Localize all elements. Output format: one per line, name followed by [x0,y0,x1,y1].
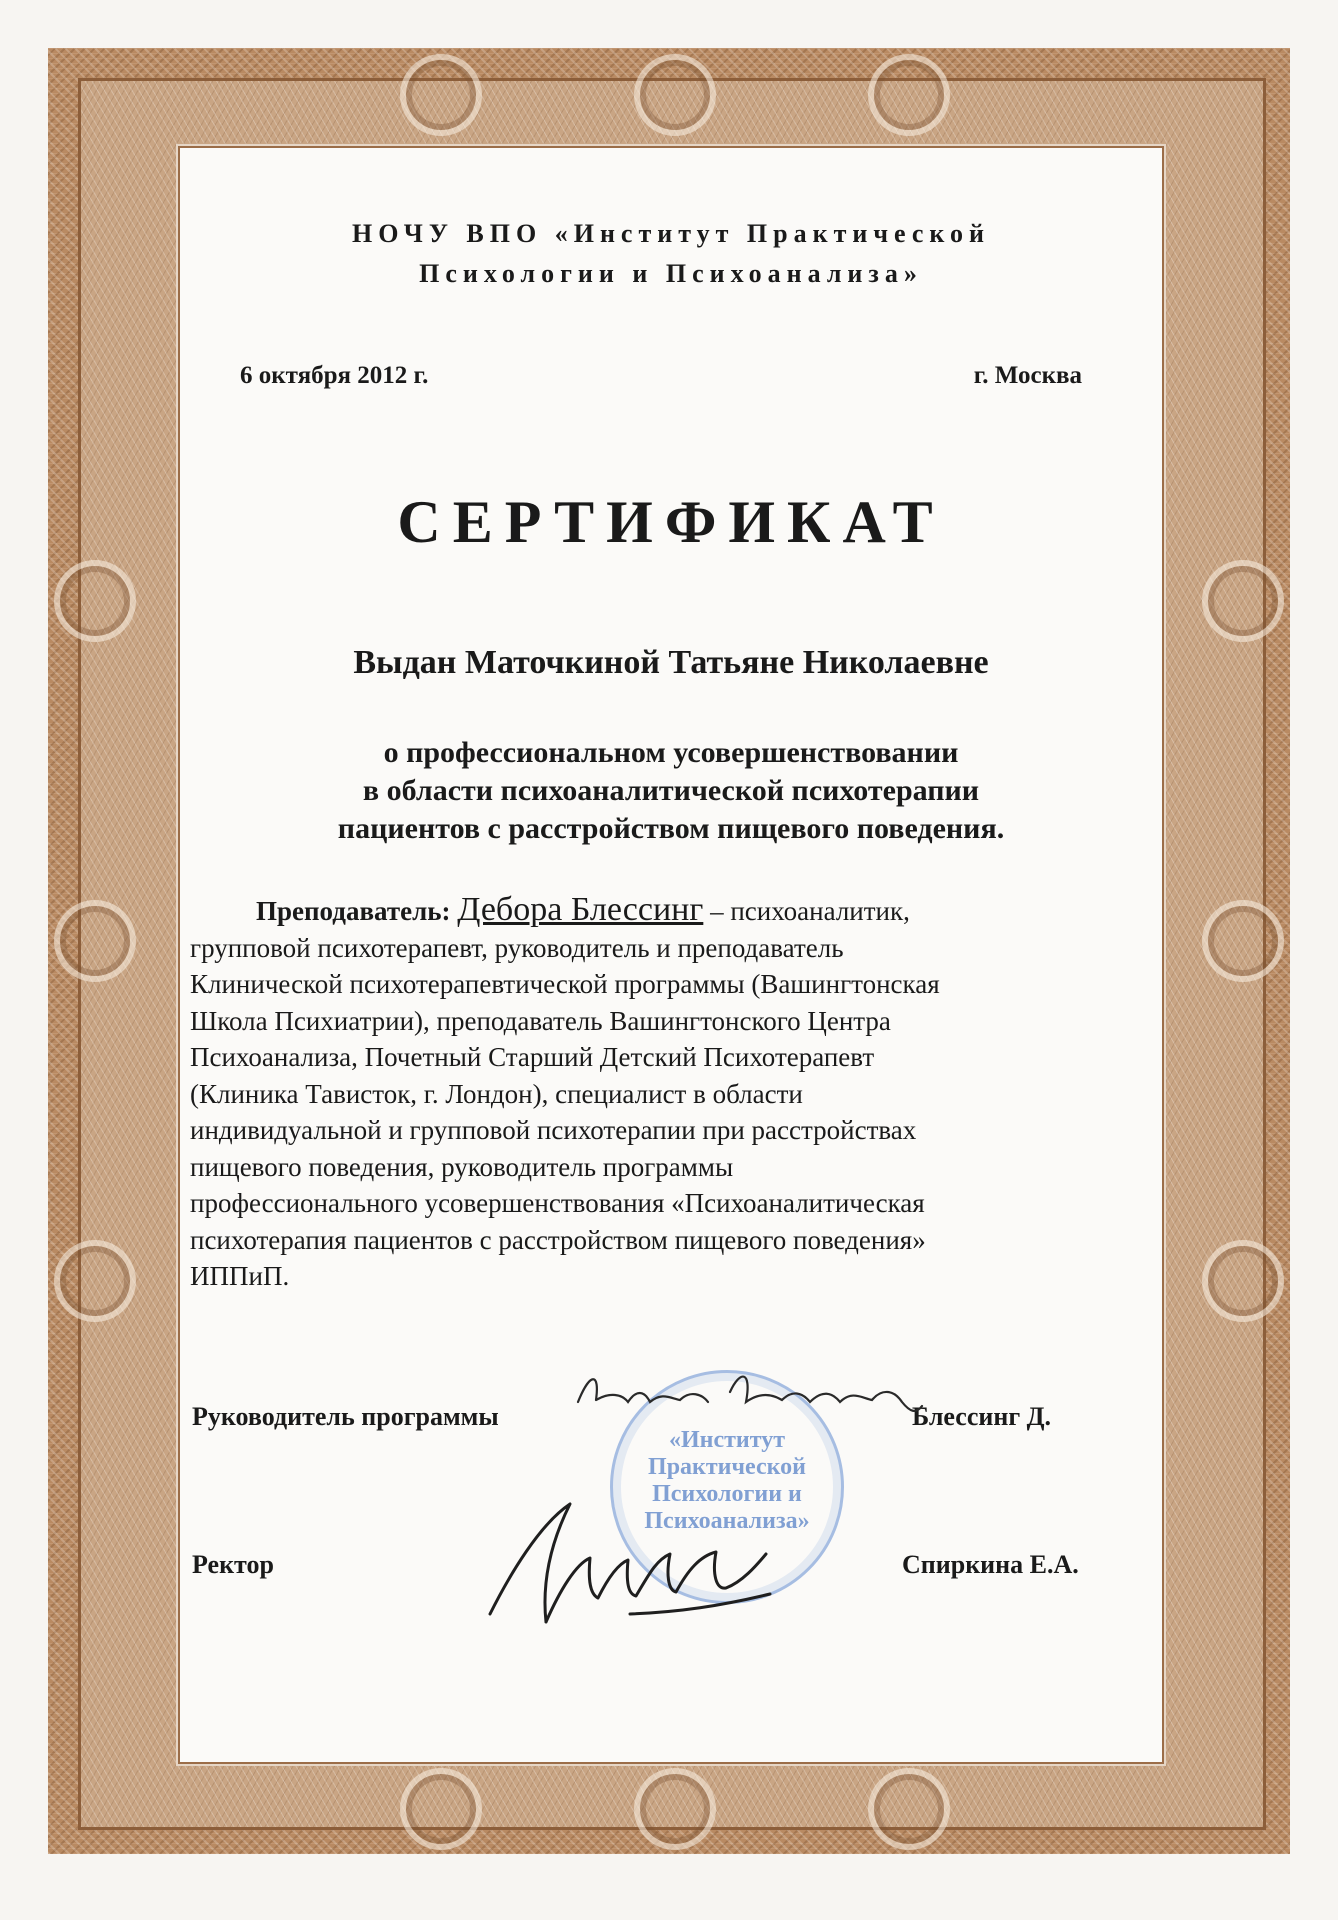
recipient-line: Выдан Маточкиной Татьяне Николаевне [353,644,989,681]
rector-name: Спиркина Е.А. [902,1550,1079,1579]
organization-line: НОЧУ ВПО «Институт Практической [351,219,991,248]
teacher-line: (Клиника Тависток, г. Лондон), специалист в области [190,1078,803,1109]
teacher-line: пищевого поведения, руководитель программы [190,1151,734,1182]
teacher-line: профессионального усовершенствования «Психоаналитическая [190,1188,925,1218]
teacher-line: Клинической психотерапевтической программы (Вашингтонская [190,969,940,999]
frame-knot [1202,900,1284,982]
teacher-description [190,892,1130,1295]
frame-knot [54,560,136,642]
stamp-text: «Институт Практической Психологии и Психоанализа» [644,1427,810,1534]
program-head-signature [570,1362,930,1422]
certificate-title: СЕРТИФИКАТ [397,489,945,555]
teacher-line: Школа Психиатрии), преподаватель Вашингтонского Центра [190,1005,891,1036]
program-head-name: Блессинг Д. [912,1402,1052,1431]
subject-line: о профессиональном усовершенствовании [383,736,959,769]
issue-city: г. Москва [973,362,1082,389]
frame-knot [400,54,482,136]
subject-line: в области психоаналитической психотерапии [362,774,980,807]
teacher-line: групповой психотерапевт, руководитель и преподаватель [190,932,844,963]
teacher-line: индивидуальной и групповой психотерапии при расстройствах [190,1115,917,1145]
frame-knot [634,1768,716,1850]
certificate-body [178,146,1164,1764]
teacher-line: психотерапия пациентов с расстройством пищевого поведения» [190,1224,926,1255]
teacher-line: ИППиП. [190,1261,290,1291]
teacher-label: Преподаватель: [256,896,451,926]
frame-knot [400,1768,482,1850]
frame-knot [634,54,716,136]
issue-date: 6 октября 2012 г. [240,362,429,389]
rector-signature [480,1494,780,1634]
frame-knot [1202,1240,1284,1322]
frame-knot [1202,560,1284,642]
frame-knot [868,1768,950,1850]
teacher-name: Дебора Блессинг [457,891,704,928]
subject-line: пациентов с расстройством пищевого поведения. [337,812,1005,845]
organization-line: Психологии и Психоанализа» [419,259,923,288]
teacher-line: – психоаналитик, [703,896,910,926]
teacher-line: Психоанализа, Почетный Старший Детский Психотерапевт [190,1042,875,1072]
frame-knot [868,54,950,136]
teacher-first-line [190,892,1130,930]
program-head-label: Руководитель программы [192,1402,499,1431]
frame-knot [54,1240,136,1322]
frame-knot [54,900,136,982]
rector-label: Ректор [192,1550,274,1579]
course-subject [180,734,1162,848]
organization-name [180,214,1162,294]
